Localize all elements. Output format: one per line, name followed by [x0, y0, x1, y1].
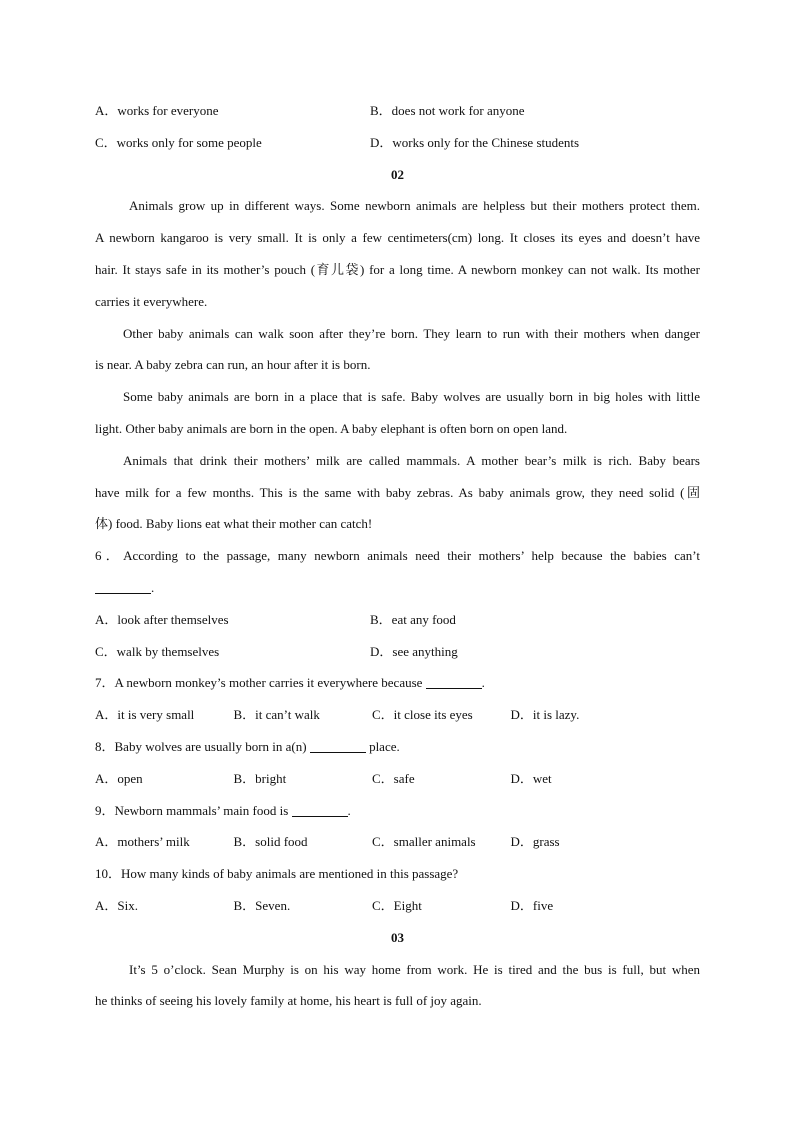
- answer-blank: [292, 802, 348, 817]
- q9-option-b: B．solid food: [233, 834, 308, 850]
- q9-stem-line: [95, 799, 700, 831]
- section-03-header: 03: [391, 929, 404, 945]
- q9-stem: 9．Newborn mammals’ main food is: [95, 802, 289, 818]
- q8-options: [95, 767, 700, 799]
- passage-line: A newborn kangaroo is very small. It is only a few centimeters(cm) long. It closes its eyes and doesn’t have: [95, 230, 700, 246]
- q6-option-d: D．see anything: [370, 643, 458, 659]
- q7-stem: 7．A newborn monkey’s mother carries it everywhere because: [95, 675, 423, 691]
- q6-option-c: C．walk by themselves: [95, 643, 220, 659]
- q9-option-a: A．mothers’ milk: [95, 834, 190, 850]
- passage-line: Other baby animals can walk soon after they’re born. They learn to run with their mothers when danger: [123, 325, 700, 341]
- q5-option-c: C．works only for some people: [95, 134, 262, 150]
- q10-options: [95, 894, 700, 926]
- passage-line: It’s 5 o’clock. Sean Murphy is on his way home from work. He is tired and the bus is full, but when: [129, 961, 700, 977]
- q8-option-d: D．wet: [510, 770, 552, 786]
- passage-line: have milk for a few months. This is the same with baby zebras. As baby animals grow, they need solid (固: [95, 484, 700, 500]
- passage-line: Some baby animals are born in a place that is safe. Baby wolves are usually born in big holes with little: [123, 389, 700, 405]
- q7-option-c: C．it close its eyes: [372, 707, 473, 723]
- passage-02-paragraph-3: [95, 385, 700, 449]
- q7-stem-line: [95, 671, 700, 703]
- q10-stem: 10．How many kinds of baby animals are mentioned in this passage?: [95, 866, 459, 882]
- q5-options-row-2: [95, 131, 700, 163]
- q10-option-a: A．Six.: [95, 897, 138, 913]
- passage-line: 体) food. Baby lions eat what their mother can catch!: [95, 516, 373, 532]
- passage-line: Animals that drink their mothers’ milk are called mammals. A mother bear’s milk is rich. Baby bears: [123, 452, 700, 468]
- passage-03-paragraph-1: [95, 958, 700, 1022]
- passage-line: hair. It stays safe in its mother’s pouch (育儿袋) for a long time. A newborn monkey can not walk. Its mother: [95, 261, 700, 277]
- q7-options: [95, 703, 700, 735]
- q7-option-d: D．it is lazy.: [510, 707, 580, 723]
- passage-line: is near. A baby zebra can run, an hour after it is born.: [95, 357, 371, 373]
- q10-option-c: C．Eight: [372, 897, 422, 913]
- q6-stem-continuation: [95, 576, 700, 608]
- q8-stem-end: place.: [369, 738, 400, 754]
- q7-stem-end: .: [481, 675, 485, 691]
- q9-option-c: C．smaller animals: [372, 834, 476, 850]
- q6-options-row-1: [95, 608, 700, 640]
- q9-option-d: D．grass: [510, 834, 560, 850]
- passage-line: light. Other baby animals are born in the open. A baby elephant is often born on open land.: [95, 420, 568, 436]
- passage-02-paragraph-1: [95, 194, 700, 321]
- q6-stem: 6．According to the passage, many newborn animals need their mothers’ help because the babies can’t: [95, 548, 700, 564]
- passage-line: carries it everywhere.: [95, 293, 208, 309]
- q8-option-b: B．bright: [233, 770, 287, 786]
- document-content: [95, 99, 700, 1021]
- passage-02-paragraph-4: [95, 449, 700, 544]
- q10-option-d: D．five: [510, 897, 554, 913]
- section-02-header: 02: [391, 166, 404, 182]
- q8-option-c: C．safe: [372, 770, 415, 786]
- q6-option-b: B．eat any food: [370, 611, 456, 627]
- q6-options-row-2: [95, 640, 700, 672]
- q5-options-row-1: [95, 99, 700, 131]
- answer-blank: [426, 674, 482, 689]
- q8-stem: 8．Baby wolves are usually born in a(n): [95, 738, 307, 754]
- q7-option-b: B．it can’t walk: [233, 707, 320, 723]
- q10-option-b: B．Seven.: [233, 897, 291, 913]
- q9-options: [95, 830, 700, 862]
- answer-blank: [95, 579, 151, 594]
- passage-line: Animals grow up in different ways. Some newborn animals are helpless but their mothers protect them.: [129, 198, 700, 214]
- q8-stem-line: [95, 735, 700, 767]
- q9-stem-end: .: [347, 802, 351, 818]
- q5-option-a: A．works for everyone: [95, 103, 219, 118]
- q5-option-b: B．does not work for anyone: [370, 103, 525, 118]
- passage-02-paragraph-2: [95, 322, 700, 386]
- passage-line: he thinks of seeing his lovely family at home, his heart is full of joy again.: [95, 993, 482, 1009]
- q6-stem-end: .: [151, 579, 155, 595]
- answer-blank: [310, 738, 366, 753]
- q5-option-d: D．works only for the Chinese students: [370, 134, 580, 150]
- q8-option-a: A．open: [95, 770, 143, 786]
- q7-option-a: A．it is very small: [95, 707, 195, 723]
- q6-option-a: A．look after themselves: [95, 611, 229, 627]
